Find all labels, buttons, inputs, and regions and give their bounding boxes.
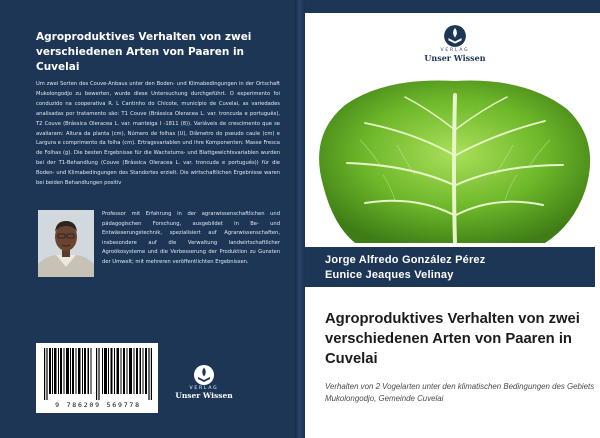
author-bio: Professor mit Erfahrung in der agrarwissenschaftlichen und pädagogischen Forschung, ausgebildet in Be- und Entwässerungstechnik, spezialisiert auf Agrarwissenschaften, insbesondere auf die Verwaltung landwirtschaftlicher Agroökosysteme und die Verbesserung der Produktion zu Gunsten der Umwelt; mit mehreren veröffentlichten Ergebnissen. — [102, 211, 280, 265]
book-spine — [295, 0, 305, 438]
front-top-band — [305, 0, 600, 13]
author-photo — [38, 210, 94, 277]
author-name-1: Jorge Alfredo González Pérez — [325, 254, 486, 266]
publisher-name: Unser Wissen — [175, 391, 233, 400]
publisher-verlag-label: VERLAG — [440, 48, 470, 53]
back-cover-title: Agroproduktives Verhalten von zwei verschiedenen Arten von Paaren in Cuvelai — [36, 31, 252, 73]
publisher-verlag-label: VERLAG — [189, 386, 219, 391]
publisher-logo-front — [405, 24, 505, 63]
publisher-name: Unser Wissen — [424, 53, 486, 63]
front-cover — [305, 0, 600, 438]
front-cover-subtitle: Verhalten von 2 Vogelarten unter den klimatischen Bedingungen des Gebiets Mukolongodjo, Gemeinde Cuvelai — [325, 382, 595, 403]
isbn-digits: 9 786209 569778 — [55, 401, 141, 409]
publisher-logo-back — [168, 364, 240, 400]
isbn-barcode — [36, 343, 158, 413]
publisher-emblem-icon — [443, 24, 467, 48]
back-cover-abstract: Um zwei Sorten des Couve-Anbaus unter den Boden- und Klimabedingungen in der Ortschaft Mukolongodjo zu bewerten, wurde diese Untersuchung durchgeführt. O experimento foi conduzido na cooperativa R. L Cantinho do Chicote, município de Cuvelai, as variedades analisadas por tratamento são: T1 Couve (Brássica Oleracea L. var. troncuda e português), T2 Couve (Brássica Oleracea L. var. manteiga I -1811 (8)). Variáveis de crescimento que se avaliaram: Altura da planta (cm), Número de folhas (U), Diâmetro do pseudo caule (cm) e Largura e comprimento da folha (cm). Ertragsvariablen und ihre Komponenten: Masse Fresca de Folhas (g). Die besten Ergebnisse für die Wachstums- und Blattgewichtsvariablen wurden bei der T1-Behandlung (Couve (Brássica Oleracea L. var. troncuda e português)) für die Boden- und Klimabedingungen des Standortes erzielt. Die wirtschaftlichen Ergebnisse waren bei beiden Behandlungen positiv — [36, 81, 280, 187]
publisher-emblem-icon — [193, 364, 215, 386]
back-cover — [0, 0, 295, 438]
author-name-2: Eunice Jeaques Velinay — [325, 269, 454, 281]
front-cover-title: Agroproduktives Verhalten von zwei verschiedenen Arten von Paaren in Cuvelai — [325, 311, 580, 367]
author-band — [305, 247, 595, 287]
cover-leaf-photo — [305, 75, 600, 243]
